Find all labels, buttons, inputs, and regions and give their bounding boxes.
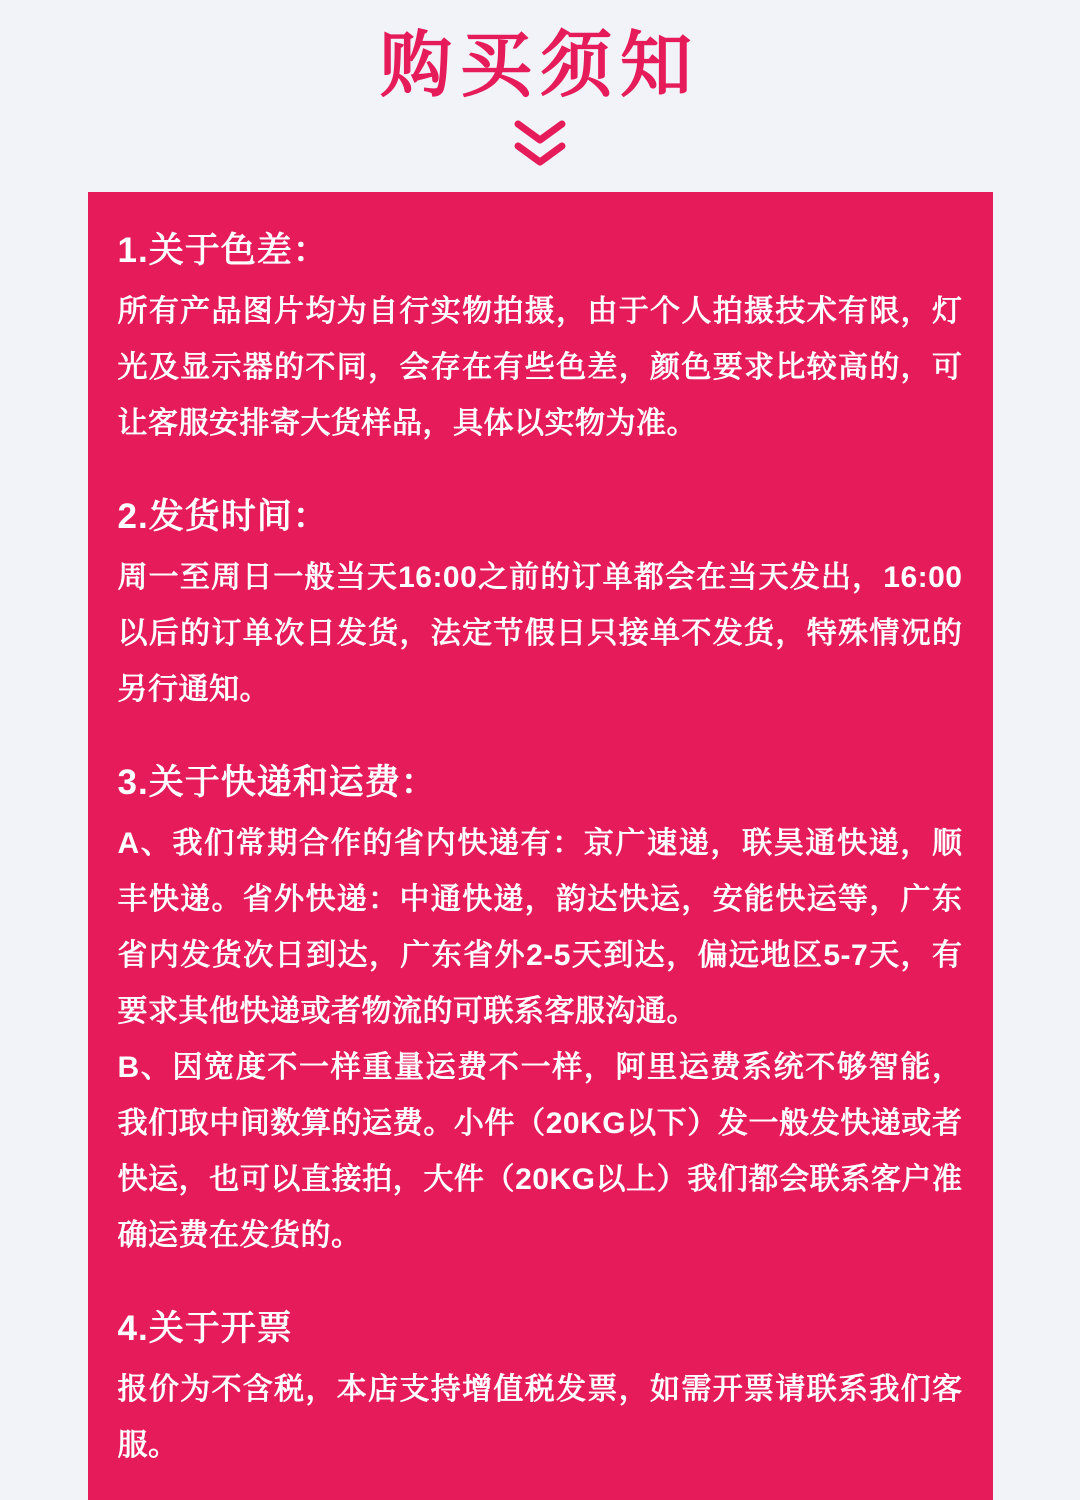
section-paragraph: 报价为不含税，本店支持增值税发票，如需开票请联系我们客服。 [117, 1373, 963, 1462]
section-paragraph: A、我们常期合作的省内快递有：京广速递，联昊通快递，顺丰快递。省外快递：中通快递，韵达快运，安能快运等，广东省内发货次日到达，广东省外2-5天到达，偏远地区5-7天，有要求其他快递或者物流的可联系客服沟通。 [117, 827, 963, 1028]
double-chevron-down-icon [0, 120, 1080, 168]
notice-section-shipping-time [118, 498, 963, 718]
section-paragraph: B、因宽度不一样重量运费不一样，阿里运费系统不够智能，我们取中间数算的运费。小件（20KG以下）发一般发快递或者快运，也可以直接拍，大件（20KG以上）我们都会联系客户准确运费在发货的。 [117, 1051, 963, 1252]
notice-section-express-freight [118, 764, 963, 1264]
section-heading: 3.关于快递和运费： [117, 763, 437, 802]
notice-section-invoicing [118, 1310, 963, 1474]
notice-card [88, 192, 993, 1500]
notice-section-color-difference [118, 232, 963, 452]
section-heading: 4.关于开票 [117, 1309, 293, 1348]
section-heading: 1.关于色差： [117, 231, 329, 270]
page-title: 购买须知 [379, 26, 700, 106]
section-paragraph: 所有产品图片均为自行实物拍摄，由于个人拍摄技术有限，灯光及显示器的不同，会存在有些色差，颜色要求比较高的，可让客服安排寄大货样品，具体以实物为准。 [117, 295, 963, 440]
section-paragraph: 周一至周日一般当天16:00之前的订单都会在当天发出，16:00以后的订单次日发货，法定节假日只接单不发货，特殊情况的另行通知。 [117, 561, 963, 706]
section-heading: 2.发货时间： [117, 497, 329, 536]
